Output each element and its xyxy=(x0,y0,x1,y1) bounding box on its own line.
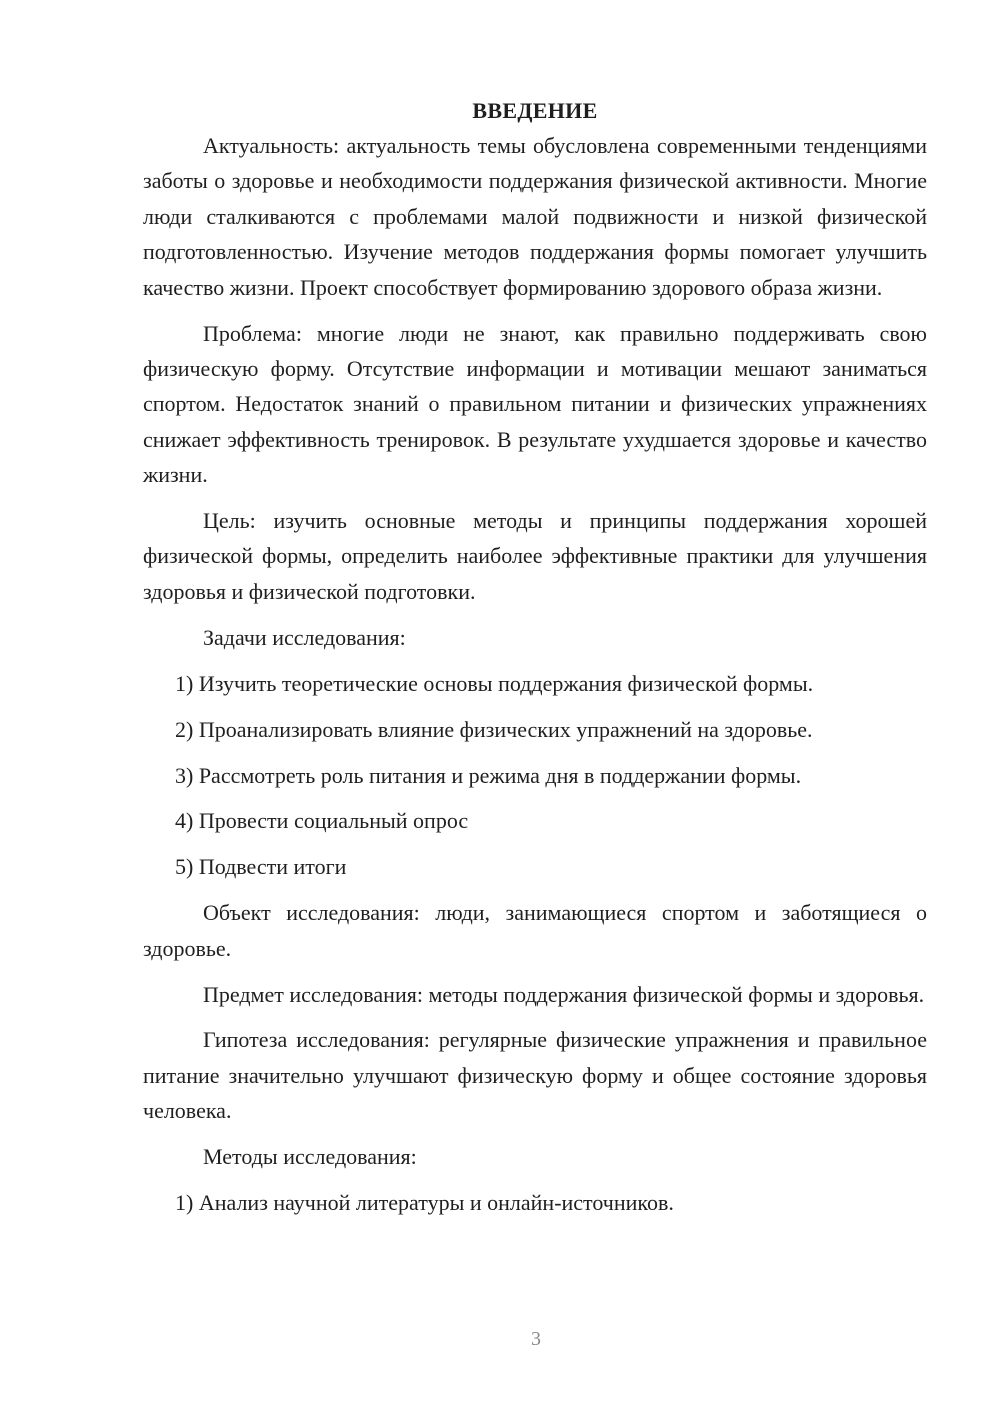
methods-heading: Методы исследования: xyxy=(203,1144,417,1170)
subject-paragraph: Предмет исследования: методы поддержания физической формы и здоровья. xyxy=(203,981,925,1007)
task-item-1: 1) Изучить теоретические основы поддержания физической формы. xyxy=(175,670,814,696)
task-item-2: 2) Проанализировать влияние физических упражнений на здоровье. xyxy=(175,716,813,742)
hypothesis-paragraph: Гипотеза исследования: регулярные физические упражнения и правильное питание значительно улучшают физическую форму и общее состояние здоровья человека. xyxy=(143,1027,927,1124)
relevance-paragraph: Актуальность: актуальность темы обусловлена современными тенденциями заботы о здоровье и необходимости поддержания физической активности. Многие люди сталкиваются с проблемами малой подвижности и низкой физической подготовленностью. Изучение методов поддержания формы помогает улучшить качество жизни. Проект способствует формированию здорового образа жизни. xyxy=(143,133,927,300)
task-item-4: 4) Провести социальный опрос xyxy=(175,808,469,834)
method-item-1: 1) Анализ научной литературы и онлайн-источников. xyxy=(175,1190,674,1216)
object-paragraph: Объект исследования: люди, занимающиеся спортом и заботящиеся о здоровье. xyxy=(143,900,927,961)
document-page xyxy=(143,93,927,1220)
page-number: 3 xyxy=(531,1328,541,1350)
problem-paragraph: Проблема: многие люди не знают, как правильно поддерживать свою физическую форму. Отсутствие информации и мотивации мешают заниматься спортом. Недостаток знаний о правильном питании и физических упражнениях снижает эффективность тренировок. В результате ухудшается здоровье и качество жизни. xyxy=(143,320,927,488)
tasks-heading: Задачи исследования: xyxy=(203,624,406,650)
task-item-5: 5) Подвести итоги xyxy=(175,854,347,880)
goal-paragraph: Цель: изучить основные методы и принципы поддержания хорошей физической формы, определить наиболее эффективные практики для улучшения здоровья и физической подготовки. xyxy=(143,508,927,604)
task-item-3: 3) Рассмотреть роль питания и режима дня в поддержании формы. xyxy=(175,762,802,788)
page-title: ВВЕДЕНИЕ xyxy=(472,98,598,123)
